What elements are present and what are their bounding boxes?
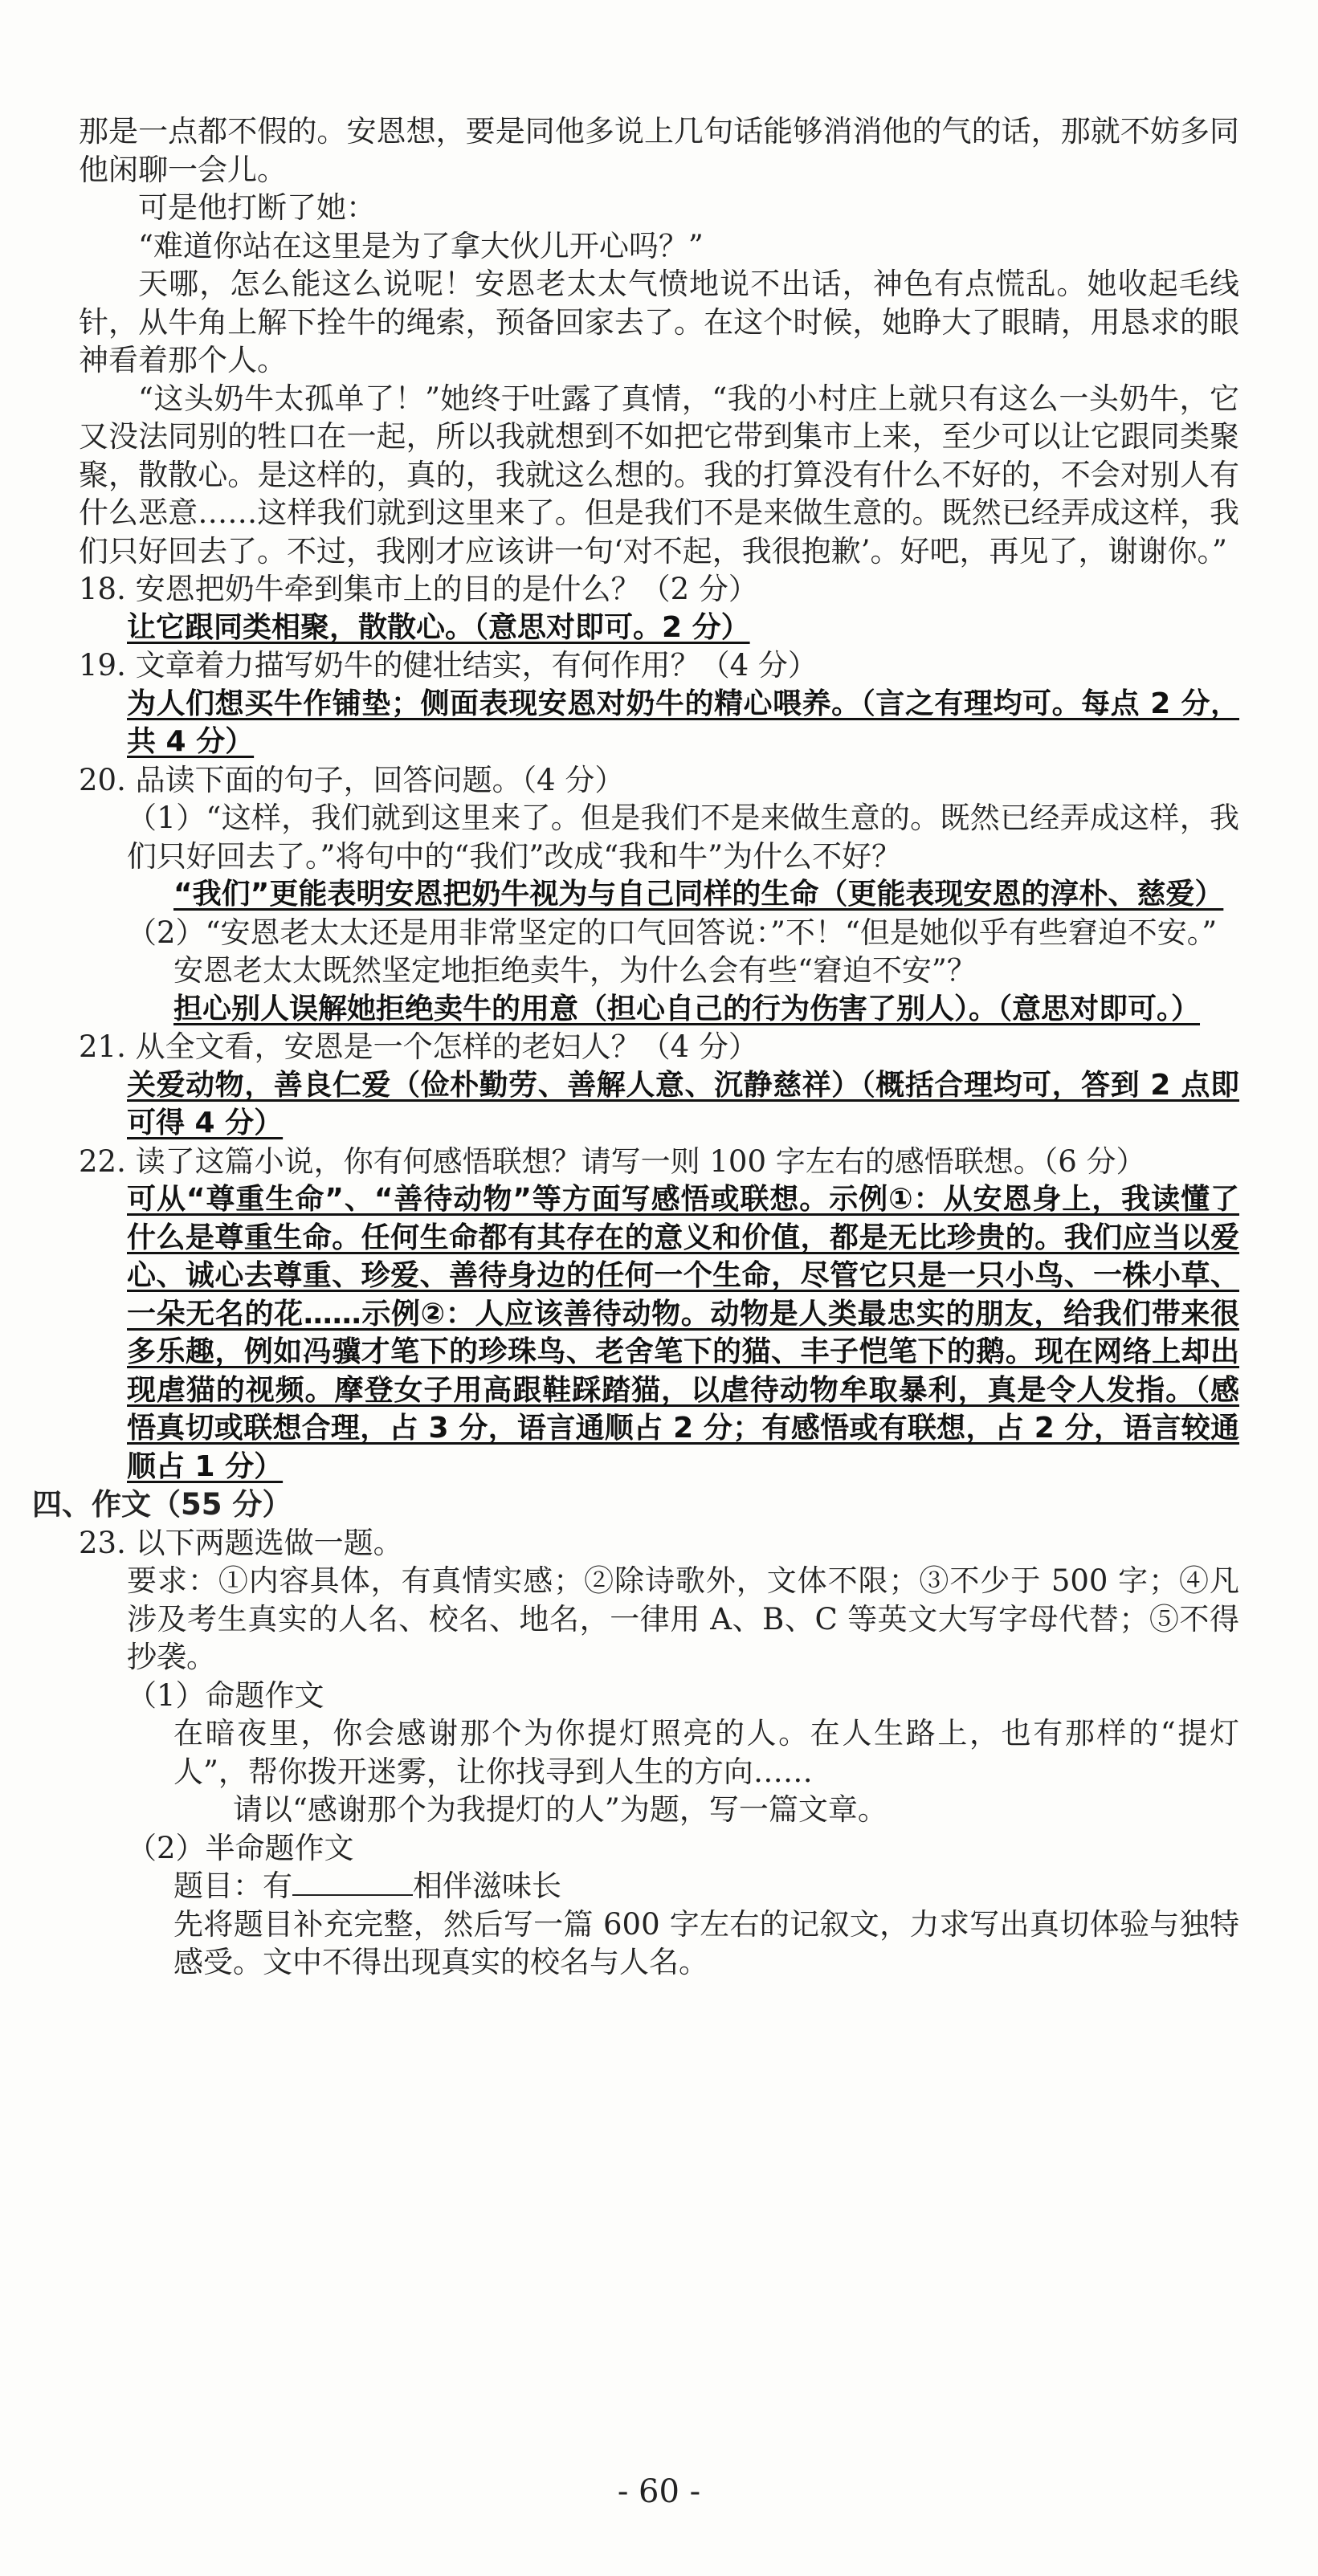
passage-paragraph-2: 可是他打断了她：	[138, 190, 376, 225]
passage-paragraph-4: 天哪，怎么能这么说呢！安恩老太太气愤地说不出话，神色有点慌乱。她收起毛线针，从牛角上解下拴牛的绳索，预备回家去了。在这个时候，她睁大了眼睛，用恳求的眼神看着那个人。	[79, 267, 1239, 377]
question-21: 21. 从全文看，安恩是一个怎样的老妇人？（4 分）	[79, 1029, 758, 1064]
answer-19: 为人们想买牛作铺垫；侧面表现安恩对奶牛的精心喂养。（言之有理均可。每点 2 分，共 4 分）	[127, 687, 1239, 758]
question-20: 20. 品读下面的句子，回答问题。（4 分）	[79, 762, 625, 797]
passage-paragraph-3: “难道你站在这里是为了拿大伙儿开心吗？”	[138, 228, 704, 263]
passage-paragraph-1: 那是一点都不假的。安恩想，要是同他多说上几句话能够消消他的气的话，那就不妨多同他闲聊一会儿。	[79, 114, 1239, 187]
question-20-1-label: （1）	[127, 801, 206, 835]
question-22: 22. 读了这篇小说，你有何感悟联想？请写一则 100 字左右的感悟联想。（6 分）	[79, 1143, 1146, 1179]
question-23-option-1-label: （1）命题作文	[127, 1677, 324, 1713]
option-2-title-suffix: 相伴滋味长	[413, 1869, 561, 1903]
answer-18: 让它跟同类相聚，散散心。（意思对即可。2 分）	[127, 610, 750, 644]
title-blank-line	[292, 1869, 413, 1896]
question-23-option-1-text: 在暗夜里，你会感谢那个为你提灯照亮的人。在人生路上，也有那样的“提灯人”，帮你拨开迷雾，让你找寻到人生的方向……	[173, 1716, 1239, 1789]
question-20-1	[127, 799, 1239, 875]
question-20-1-text: “这样，我们就到这里来了。但是我们不是来做生意的。既然已经弄成这样，我们只好回去了。”将句中的“我们”改成“我和牛”为什么不好？	[127, 801, 1239, 874]
question-20-2-prompt: 安恩老太太既然坚定地拒绝卖牛，为什么会有些“窘迫不安”？	[173, 953, 977, 988]
answer-21: 关爱动物，善良仁爱（俭朴勤劳、善解人意、沉静慈祥）（概括合理均可，答到 2 点即可得 4 分）	[127, 1068, 1239, 1139]
question-20-2-text: “安恩老太太还是用非常坚定的口气回答说：”不！“但是她似乎有些窘迫不安。”	[205, 915, 1218, 950]
question-19: 19. 文章着力描写奶牛的健壮结实，有何作用？（4 分）	[79, 648, 818, 683]
question-20-2-label: （2）	[127, 915, 206, 950]
option-2-title-prefix: 题目：有	[173, 1869, 292, 1903]
passage-paragraph-5: “这头奶牛太孤单了！”她终于吐露了真情，“我的小村庄上就只有这么一头奶牛，它又没法同别的牲口在一起，所以我就想到不如把它带到集市上来，至少可以让它跟同类聚聚，散散心。是这样的，真的，我就这么想的。我的打算没有什么不好的，不会对别人有什么恶意……这样我们就到这里来了。但是我们不是来做生意的。既然已经弄成这样，我们只好回去了。不过，我刚才应该讲一句‘对不起，我很抱歉’。好吧，再见了，谢谢你。”	[79, 381, 1239, 569]
question-20-2	[127, 914, 1239, 952]
question-18: 18. 安恩把奶牛牵到集市上的目的是什么？（2 分）	[79, 572, 758, 606]
answer-20-1: “我们”更能表明安恩把奶牛视为与自己同样的生命（更能表现安恩的淳朴、慈爱）	[173, 878, 1224, 911]
page-content	[32, 112, 1239, 1982]
question-23: 23. 以下两题选做一题。	[79, 1525, 403, 1560]
answer-22: 可从“尊重生命”、“善待动物”等方面写感悟或联想。示例①：从安恩身上，我读懂了什么是尊重生命。任何生命都有其存在的意义和价值，都是无比珍贵的。我们应当以爱心、诚心去尊重、珍爱、善待身边的任何一个生命，尽管它只是一只小鸟、一株小草、一朵无名的花……示例②：人应该善待动物。动物是人类最忠实的朋友，给我们带来很多乐趣，例如冯骥才笔下的珍珠鸟、老舍笔下的猫、丰子恺笔下的鹅。现在网络上却出现虐猫的视频。摩登女子用高跟鞋踩踏猫，以虐待动物牟取暴利，真是令人发指。（感悟真切或联想合理，占 3 分，语言通顺占 2 分；有感悟或有联想，占 2 分，语言较通顺占 1 分）	[127, 1183, 1239, 1483]
question-23-option-2-text: 先将题目补充完整，然后写一篇 600 字左右的记叙文，力求写出真切体验与独特感受。文中不得出现真实的校名与人名。	[173, 1906, 1239, 1979]
question-23-option-2-label: （2）半命题作文	[127, 1830, 354, 1865]
answer-20-2: 担心别人误解她拒绝卖牛的用意（担心自己的行为伤害了别人）。（意思对即可。）	[173, 992, 1201, 1025]
question-23-option-1-prompt: 请以“感谢那个为我提灯的人”为题，写一篇文章。	[233, 1792, 888, 1827]
section-4-title: 四、作文（55 分）	[32, 1487, 292, 1522]
question-23-requirements: 要求：①内容具体，有真情实感；②除诗歌外，文体不限；③不少于 500 字；④凡涉及考生真实的人名、校名、地名，一律用 A、B、C 等英文大写字母代替；⑤不得抄袭。	[127, 1563, 1239, 1674]
page-number: - 60 -	[617, 2473, 701, 2510]
question-23-option-2-title	[173, 1867, 1239, 1906]
